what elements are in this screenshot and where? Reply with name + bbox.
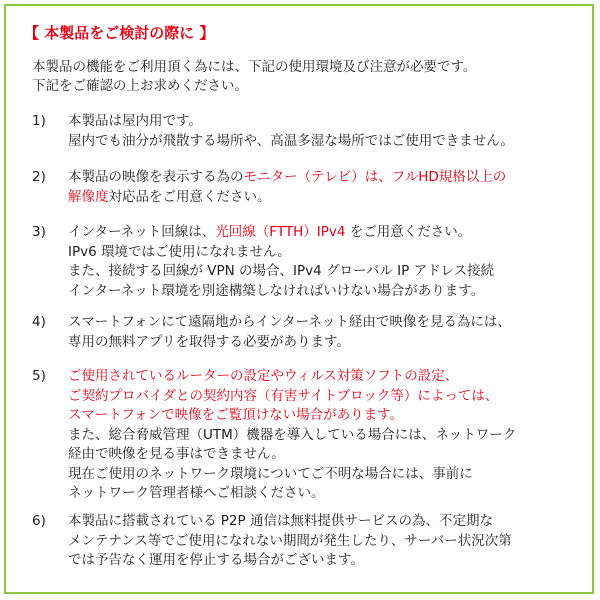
highlighted-text: ご使用されているルーターの設定やウィルス対策ソフトの設定、 — [68, 368, 459, 384]
item-line — [68, 313, 511, 333]
highlighted-text: モニター（テレビ）は、フルHD規格以上の — [243, 169, 507, 185]
item-line — [68, 512, 512, 532]
item-line — [68, 532, 512, 552]
highlighted-text: 光回線（FTTH）IPv4 — [215, 224, 346, 240]
item-line — [68, 367, 516, 387]
item-number: 6) — [32, 513, 46, 529]
item-line — [68, 426, 516, 446]
body-text: 現在ご使用のネットワーク環境についてご不明な場合には、事前に — [68, 465, 473, 482]
item-line — [68, 112, 514, 132]
body-text: スマートフォンにて遠隔地からインターネット経由で映像を見る為には、 — [68, 314, 511, 330]
body-text: 屋内でも油分が飛散する場所や、高温多湿な場所ではご使用できません。 — [68, 132, 515, 149]
body-text: ネットワーク管理者様へご相談ください。 — [68, 485, 325, 501]
highlighted-text: 解像度 — [68, 188, 109, 205]
body-text: また、総合脅威管理（UTM）機器を導入している場合には、ネットワーク — [68, 426, 517, 443]
item-line — [68, 132, 514, 152]
intro-line: 本製品の機能をご利用頂く為には、下記の使用環境及び注意が必要です。 — [32, 59, 477, 75]
item-body — [68, 512, 512, 571]
item-body — [68, 367, 516, 504]
item-line — [68, 243, 494, 263]
body-text: では予告なく運用を停止する場合がございます。 — [68, 552, 364, 568]
item-number: 1) — [32, 113, 46, 129]
item-line — [68, 223, 494, 243]
highlighted-text: ご契約プロバイダとの契約内容（有害サイトブロック等）によっては、 — [68, 387, 499, 404]
item-line — [68, 465, 516, 485]
item-body — [68, 223, 494, 301]
body-text: 経由で映像を見る事はできません。 — [68, 446, 285, 462]
item-line — [68, 484, 516, 504]
item-number: 2) — [32, 169, 46, 185]
item-line — [68, 333, 511, 353]
item-body — [68, 168, 506, 207]
body-text: 本製品に搭載されている P2P 通信は無料提供サービスの為、不定期な — [68, 513, 493, 529]
body-text: メンテナンス等でご使用になれない期間が発生したり、サーバー状況次第 — [68, 532, 512, 549]
item-line — [68, 168, 506, 188]
body-text: また、接続する回線が VPN の場合、IPv4 グローバル IP アドレス接続 — [68, 263, 495, 279]
body-text: 本製品は屋内用です。 — [68, 113, 202, 129]
body-text: インターネット回線は、 — [68, 224, 216, 240]
highlighted-text: スマートフォンで映像をご覧頂けない場合があります。 — [68, 407, 404, 423]
body-text: 対応品をご用意ください。 — [108, 188, 271, 205]
item-line — [68, 551, 512, 571]
body-text: IPv6 環境ではご使用になれません。 — [68, 243, 291, 260]
item-line — [68, 262, 494, 282]
body-text: をご用意ください。 — [345, 224, 472, 240]
item-number: 5) — [32, 368, 46, 384]
intro-text — [32, 58, 476, 96]
item-line — [68, 282, 494, 302]
item-line — [68, 387, 516, 407]
intro-line: 下記をご確認の上お求めください。 — [32, 78, 248, 94]
item-number: 3) — [32, 224, 46, 240]
item-line — [68, 188, 506, 208]
body-text: 本製品の映像を表示する為の — [68, 169, 244, 185]
body-text: 専用の無料アプリを取得する必要があります。 — [68, 333, 350, 350]
notice-title: 【 本製品をご検討の際に 】 — [24, 24, 215, 42]
item-line — [68, 445, 516, 465]
item-line — [68, 406, 516, 426]
body-text: インターネット環境を別途構築しなければいけない場合があります。 — [68, 282, 485, 299]
item-number: 4) — [32, 314, 46, 330]
item-body — [68, 112, 514, 151]
item-body — [68, 313, 511, 352]
